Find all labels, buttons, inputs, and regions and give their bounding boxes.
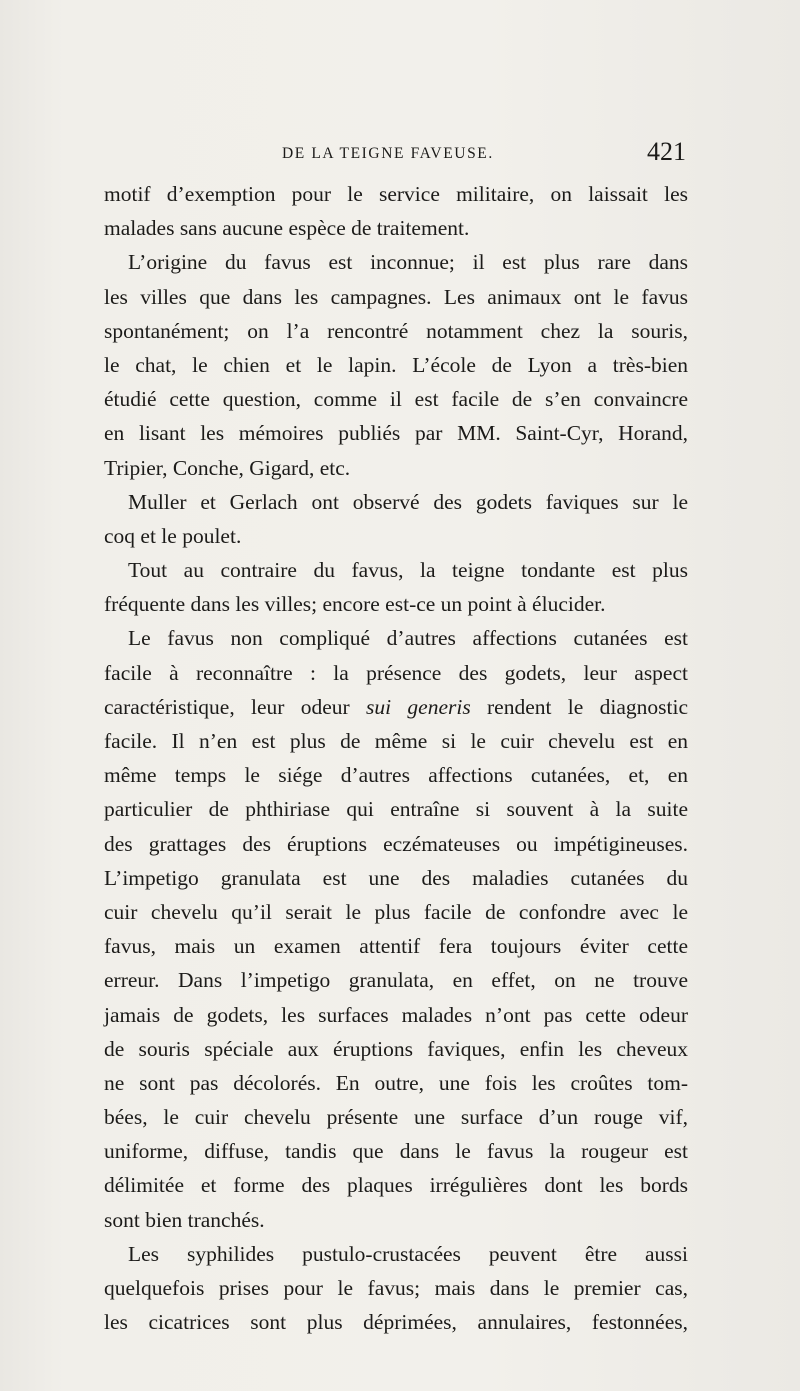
- text-line: uniforme, diffuse, tandis que dans le favus la rougeur est: [104, 1139, 688, 1164]
- text-line: Tripier, Conche, Gigard, etc.: [104, 455, 351, 480]
- text-line: Muller et Gerlach ont observé des godets faviques sur le: [128, 489, 688, 514]
- text-line: spontanément; on l’a rencontré notamment chez la souris,: [104, 318, 688, 343]
- text-line: [104, 690, 688, 724]
- page-number: 421: [647, 137, 686, 166]
- text-line: les villes que dans les campagnes. Les animaux ont le favus: [104, 284, 688, 309]
- text-line: jamais de godets, les surfaces malades n’ont pas cette odeur: [104, 1002, 688, 1027]
- text-line: en lisant les mémoires publiés par MM. Saint-Cyr, Horand,: [104, 421, 688, 446]
- text-line: sont bien tranchés.: [104, 1207, 265, 1232]
- text-line: délimitée et forme des plaques irrégulières dont les bords: [104, 1173, 688, 1198]
- running-head: DE LA TEIGNE FAVEUSE.: [282, 145, 494, 162]
- text-line: ne sont pas décolorés. En outre, une fois les croûtes tom-: [104, 1070, 688, 1095]
- text-line: Les syphilides pustulo-crustacées peuvent être aussi: [128, 1241, 688, 1266]
- body-text: [104, 177, 688, 1339]
- text-line: facile à reconnaître : la présence des godets, leur aspect: [104, 660, 688, 685]
- text-line: de souris spéciale aux éruptions faviques, enfin les cheveux: [104, 1036, 688, 1061]
- text-line: fréquente dans les villes; encore est-ce un point à élucider.: [104, 592, 606, 617]
- text-line: quelquefois prises pour le favus; mais dans le premier cas,: [104, 1276, 688, 1300]
- text-line: facile. Il n’en est plus de même si le cuir chevelu est en: [104, 729, 688, 753]
- text-line: cuir chevelu qu’il serait le plus facile de confondre avec le: [104, 899, 688, 924]
- text-line: L’impetigo granulata est une des maladies cutanées du: [104, 865, 688, 890]
- italic-phrase: sui generis: [366, 694, 471, 719]
- text-line: malades sans aucune espèce de traitement.: [104, 216, 470, 241]
- text-line: étudié cette question, comme il est facile de s’en convaincre: [104, 387, 688, 412]
- text-line: L’origine du favus est inconnue; il est plus rare dans: [128, 250, 688, 275]
- text-line: même temps le siége d’autres affections cutanées, et, en: [104, 763, 688, 788]
- text-line: bées, le cuir chevelu présente une surface d’un rouge vif,: [104, 1105, 688, 1130]
- text-line: des grattages des éruptions eczémateuses ou impétigineuses.: [104, 831, 688, 856]
- text-line: le chat, le chien et le lapin. L’école de Lyon a très-bien: [104, 352, 688, 377]
- text-line: motif d’exemption pour le service militaire, on laissait les: [104, 182, 688, 206]
- text-line: favus, mais un examen attentif fera toujours éviter cette: [104, 934, 688, 959]
- text-line: particulier de phthiriase qui entraîne si souvent à la suite: [104, 797, 688, 822]
- text-line: les cicatrices sont plus déprimées, annulaires, festonnées,: [104, 1310, 688, 1335]
- page-header: [104, 137, 688, 171]
- text-segment: rendent le diagnostic: [470, 694, 689, 719]
- text-line: Le favus non compliqué d’autres affections cutanées est: [128, 626, 688, 651]
- text-line: erreur. Dans l’impetigo granulata, en effet, on ne trouve: [104, 968, 688, 993]
- text-line: Tout au contraire du favus, la teigne tondante est plus: [128, 558, 688, 583]
- text-segment: caractéristique, leur odeur: [104, 694, 367, 719]
- text-line: coq et le poulet.: [104, 523, 242, 548]
